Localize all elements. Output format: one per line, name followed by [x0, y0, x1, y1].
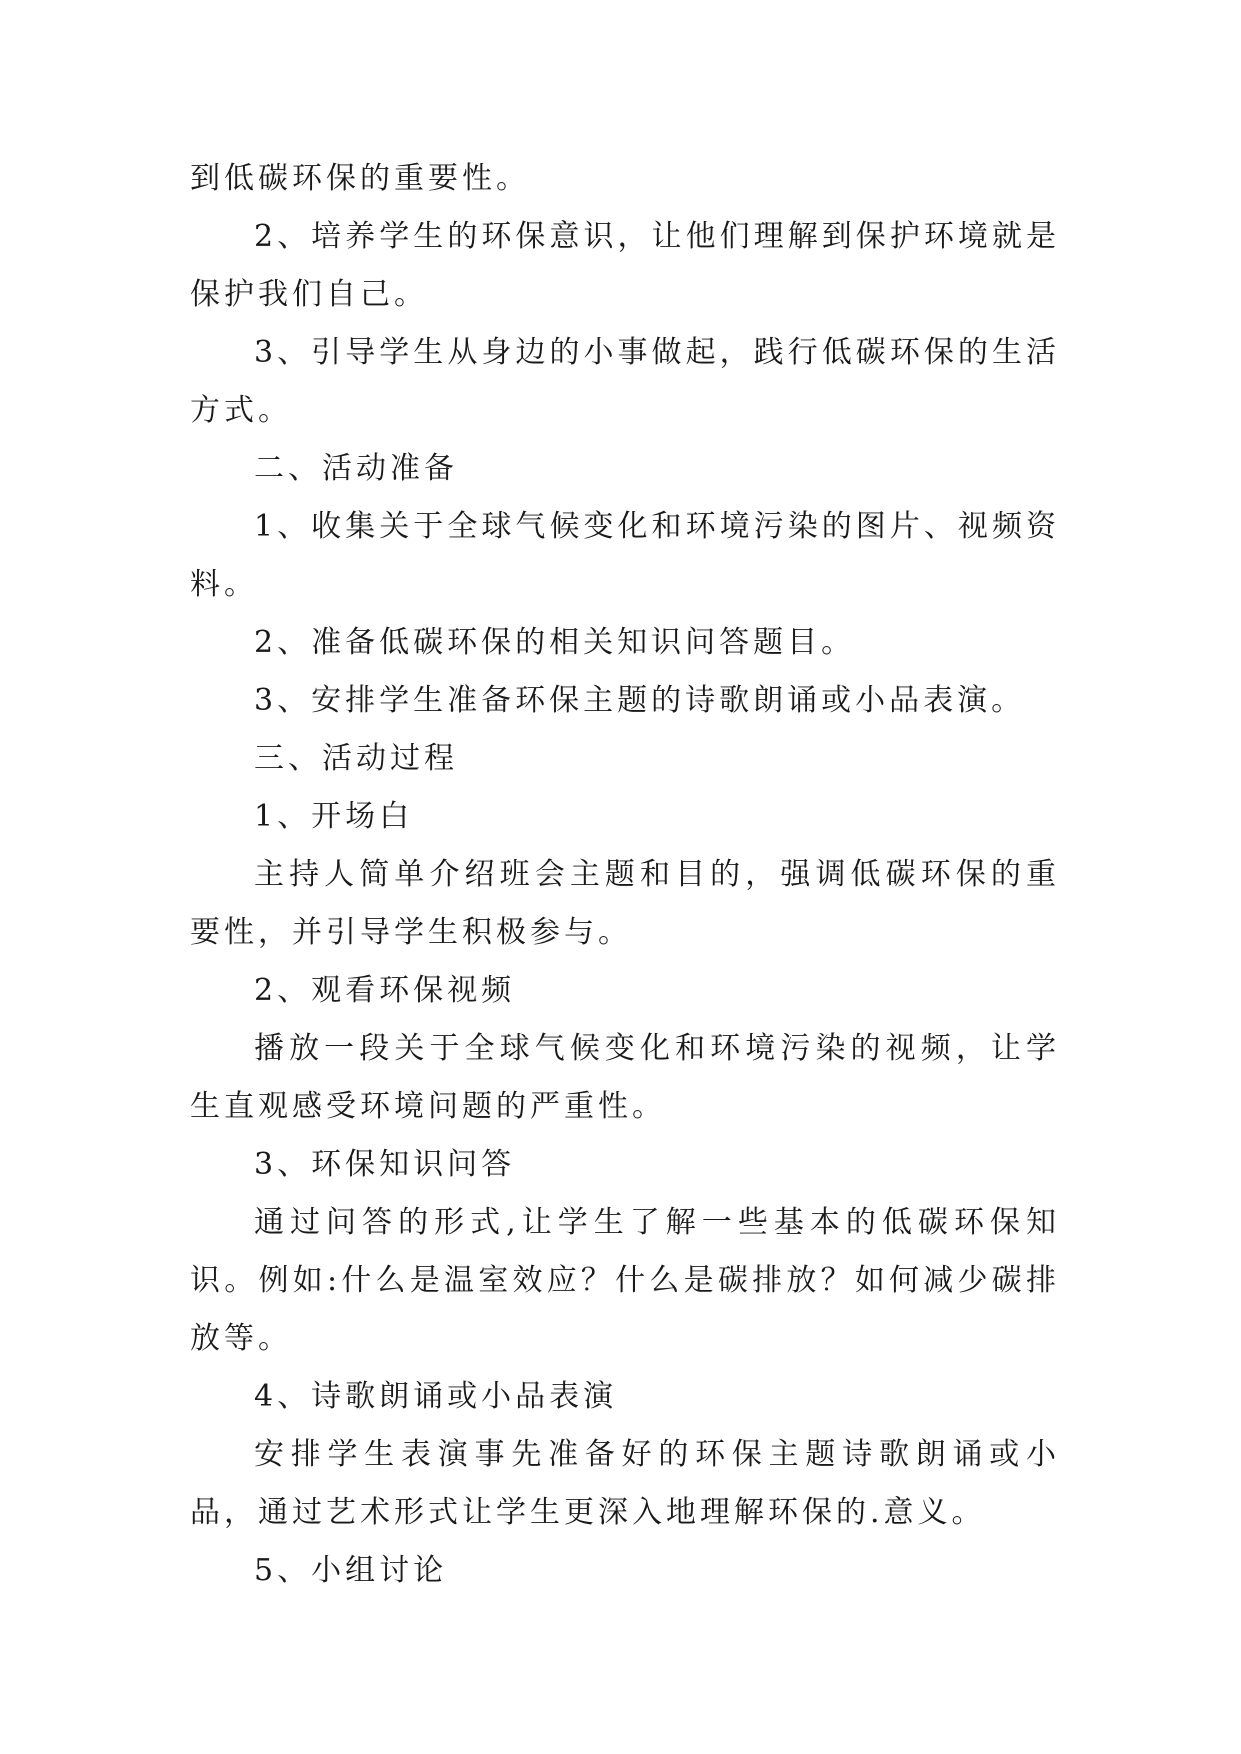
paragraph: 2、准备低碳环保的相关知识问答题目。	[254, 625, 856, 660]
subsection-heading: 3、环保知识问答	[254, 1147, 516, 1182]
paragraph: 播放一段关于全球气候变化和环境污染的视频，让学生直观感受环境问题的严重性。	[190, 1031, 1060, 1124]
subsection-heading: 5、小组讨论	[254, 1553, 448, 1588]
paragraph: 通过问答的形式,让学生了解一些基本的低碳环保知识。例如:什么是温室效应？什么是碳排放？如何减少碳排放等。	[190, 1205, 1060, 1356]
subsection-heading: 2、观看环保视频	[254, 973, 516, 1008]
paragraph: 到低碳环保的重要性。	[190, 161, 530, 196]
paragraph: 3、安排学生准备环保主题的诗歌朗诵或小品表演。	[254, 683, 1026, 718]
paragraph: 安排学生表演事先准备好的环保主题诗歌朗诵或小品，通过艺术形式让学生更深入地理解环保的.意义。	[190, 1437, 1060, 1530]
subsection-heading: 1、开场白	[254, 799, 414, 834]
document-body	[190, 150, 1060, 1600]
paragraph: 主持人简单介绍班会主题和目的，强调低碳环保的重要性，并引导学生积极参与。	[190, 857, 1060, 950]
paragraph: 2、培养学生的环保意识，让他们理解到保护环境就是保护我们自己。	[190, 219, 1060, 312]
paragraph: 3、引导学生从身边的小事做起，践行低碳环保的生活方式。	[190, 335, 1060, 428]
section-heading: 二、活动准备	[254, 451, 458, 486]
subsection-heading: 4、诗歌朗诵或小品表演	[254, 1379, 618, 1414]
paragraph: 1、收集关于全球气候变化和环境污染的图片、视频资料。	[190, 509, 1060, 602]
section-heading: 三、活动过程	[254, 741, 458, 776]
